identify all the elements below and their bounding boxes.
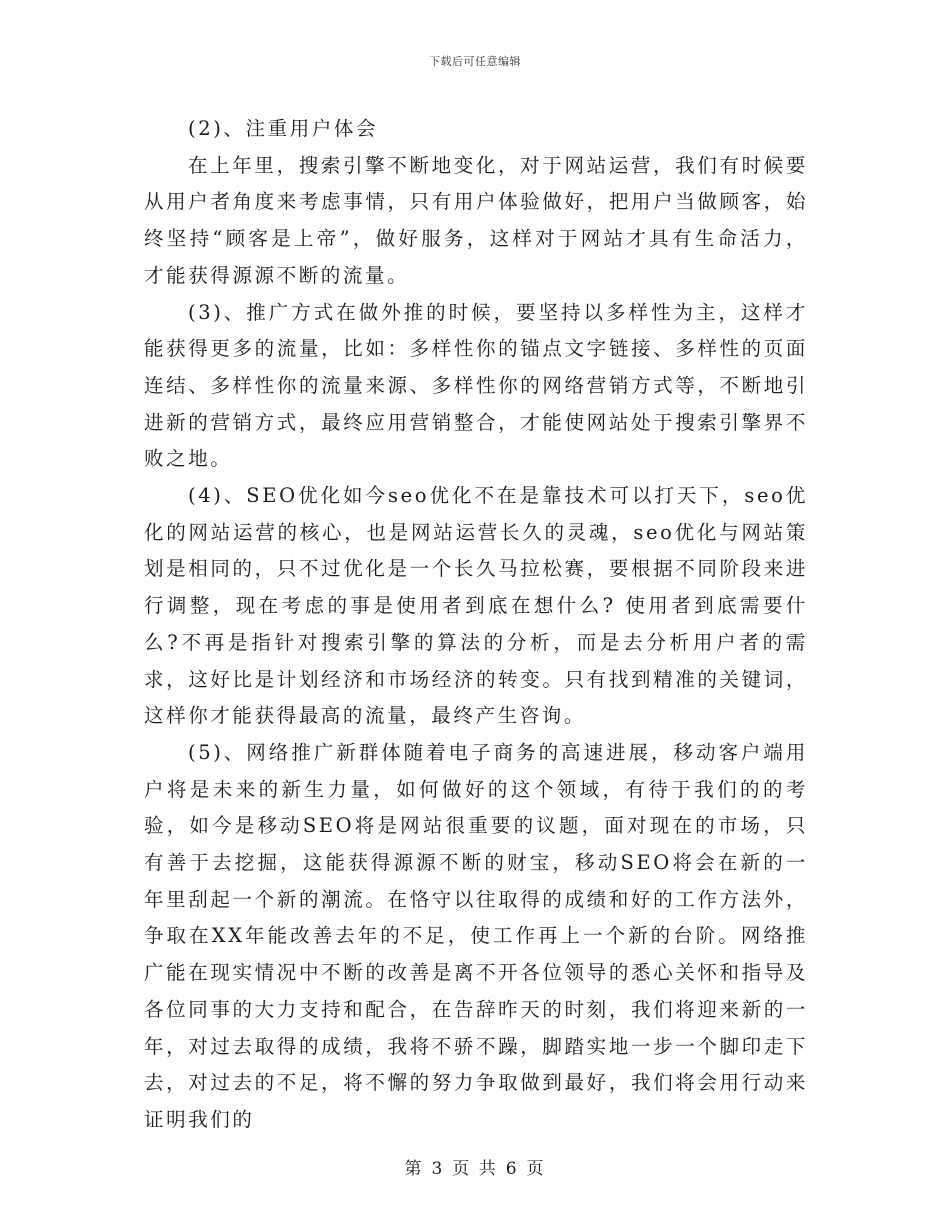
paragraph-heading-2: (2)、注重用户体会 bbox=[188, 117, 379, 140]
page-footer bbox=[0, 1154, 950, 1179]
paragraph-user-experience: 在上年里，搜索引擎不断地变化，对于网站运营，我们有时候要从用户者角度来考虑事情，只有用户体验做好，把用户当做顾客，始终坚持“顾客是上帝”，做好服务，这样对于网站才具有生命活力，才能获得源源不断的流量。 bbox=[144, 153, 808, 287]
footer-page-number: 3 bbox=[431, 1159, 445, 1179]
document-body bbox=[144, 111, 808, 1139]
footer-middle: 页 共 bbox=[452, 1159, 498, 1179]
footer-total-pages: 6 bbox=[505, 1159, 519, 1179]
page-header-note: 下载后可任意编辑 bbox=[429, 55, 521, 68]
paragraph-new-groups: (5)、网络推广新群体随着电子商务的高速进展，移动客户端用户将是未来的新生力量，如何做好的这个领域，有待于我们的的考验，如今是移动SEO将是网站很重要的议题，面对现在的市场，只有善于去挖掘，这能获得源源不断的财宝，移动SEO将会在新的一年里刮起一个新的潮流。在恪守以往取得的成绩和好的工作方法外，争取在XX年能改善去年的不足，使工作再上一个新的台阶。网络推广能在现实情况中不断的改善是离不开各位领导的悉心关怀和指导及各位同事的大力支持和配合，在告辞昨天的时刻，我们将迎来新的一年，对过去取得的成绩，我将不骄不躁，脚踏实地一步一个脚印走下去，对过去的不足，将不懈的努力争取做到最好，我们将会用行动来证明我们的 bbox=[144, 740, 808, 1131]
paragraph-seo-optimization: (4)、SEO优化如今seo优化不在是靠技术可以打天下，seo优化的网站运营的核心，也是网站运营长久的灵魂，seo优化与网站策划是相同的，只不过优化是一个长久马拉松赛，要根据不同阶段来进行调整，现在考虑的事是使用者到底在想什么? 使用者到底需要什么?不再是指针对搜索引擎的算法的分析，而是去分析用户者的需求，这好比是计划经济和市场经济的转变。只有找到精准的关键词，这样你才能获得最高的流量，最终产生咨询。 bbox=[144, 484, 808, 728]
footer-prefix: 第 bbox=[404, 1159, 424, 1179]
footer-suffix: 页 bbox=[526, 1159, 546, 1179]
paragraph-promotion-methods: (3)、推广方式在做外推的时候，要坚持以多样性为主，这样才能获得更多的流量，比如：多样性你的锚点文字链接、多样性的页面连结、多样性你的流量来源、多样性你的网络营销方式等，不断地引进新的营销方式，最终应用营销整合，才能使网站处于搜索引擎界不败之地。 bbox=[144, 300, 808, 471]
